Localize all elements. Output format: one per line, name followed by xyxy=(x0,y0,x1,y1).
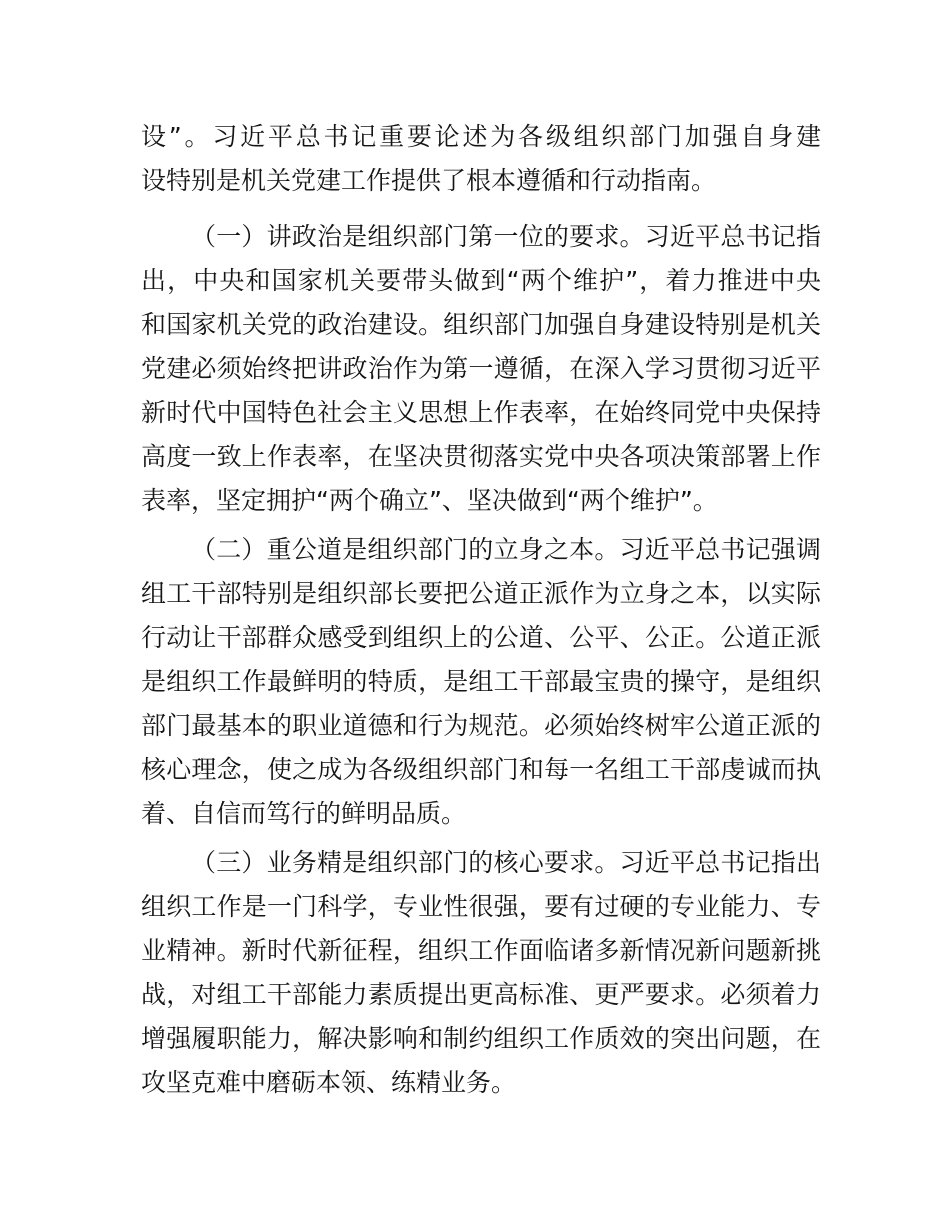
text-line: 组织工作是一门科学，专业性很强，要有过硬的专业能力、专 xyxy=(141,892,821,921)
text-line: 组工干部特别是组织部长要把公道正派作为立身之本，以实际 xyxy=(141,579,821,608)
text-line: 战，对组工干部能力素质提出更高标准、更严要求。必须着力 xyxy=(141,980,821,1009)
text-line: 设特别是机关党建工作提供了根本遵循和行动指南。 xyxy=(141,166,717,195)
text-line: （一）讲政治是组织部门第一位的要求。习近平总书记指 xyxy=(191,222,821,251)
text-line: 部门最基本的职业道德和行为规范。必须始终树牢公道正派的 xyxy=(141,711,821,740)
text-line: 是组织工作最鲜明的特质，是组工干部最宝贵的操守，是组织 xyxy=(141,667,821,696)
text-line: 高度一致上作表率，在坚决贯彻落实党中央各项决策部署上作 xyxy=(141,442,821,471)
text-line: 和国家机关党的政治建设。组织部门加强自身建设特别是机关 xyxy=(141,310,821,339)
text-line: （二）重公道是组织部门的立身之本。习近平总书记强调 xyxy=(191,535,821,564)
text-line: 行动让干部群众感受到组织上的公道、公平、公正。公道正派 xyxy=(141,623,821,652)
text-line: 表率，坚定拥护“两个确立”、坚决做到“两个维护”。 xyxy=(141,486,718,515)
text-line: 攻坚克难中磨砺本领、练精业务。 xyxy=(141,1068,517,1097)
text-line: 新时代中国特色社会主义思想上作表率，在始终同党中央保持 xyxy=(141,398,821,427)
text-line: 业精神。新时代新征程，组织工作面临诸多新情况新问题新挑 xyxy=(141,936,821,965)
text-line: （三）业务精是组织部门的核心要求。习近平总书记指出 xyxy=(191,848,821,877)
text-line: 党建必须始终把讲政治作为第一遵循，在深入学习贯彻习近平 xyxy=(141,354,821,383)
text-line: 设”。习近平总书记重要论述为各级组织部门加强自身建 xyxy=(141,122,821,151)
text-line: 出，中央和国家机关要带头做到“两个维护”，着力推进中央 xyxy=(141,266,821,295)
text-line: 着、自信而笃行的鲜明品质。 xyxy=(141,799,467,828)
text-line: 增强履职能力，解决影响和制约组织工作质效的突出问题，在 xyxy=(141,1024,821,1053)
text-line: 核心理念，使之成为各级组织部门和每一名组工干部虔诚而执 xyxy=(141,755,821,784)
